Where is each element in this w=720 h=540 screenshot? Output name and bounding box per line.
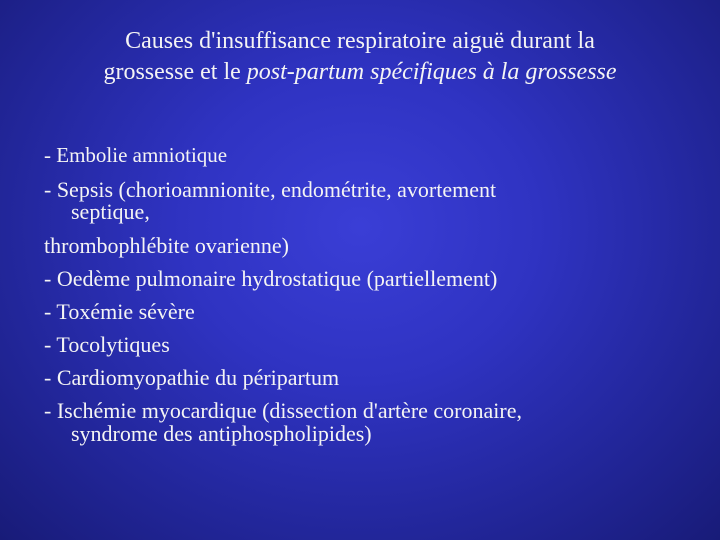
- list-item-continuation: syndrome des antiphospholipides): [71, 421, 372, 446]
- title-line-1: Causes d'insuffisance respiratoire aiguë durant la: [125, 28, 595, 54]
- list-item: - Oedème pulmonaire hydrostatique (partiellement): [44, 266, 498, 291]
- list-item: - Ischémie myocardique (dissection d'artère coronaire,: [44, 398, 522, 423]
- title-line-2-italic: post-partum spécifiques à la grossesse: [246, 59, 617, 85]
- title-line-2-plain: grossesse et le: [103, 59, 247, 85]
- list-item: - Toxémie sévère: [44, 299, 195, 324]
- list-item: - Tocolytiques: [44, 332, 170, 357]
- list-item-continuation: septique,: [71, 199, 150, 224]
- list-item: - Embolie amniotique: [44, 143, 228, 167]
- list-item-continuation: thrombophlébite ovarienne): [44, 233, 289, 258]
- title-line-2: [20, 57, 700, 88]
- list-item: - Sepsis (chorioamnionite, endométrite, avortement: [44, 177, 497, 202]
- causes-list: [44, 143, 694, 446]
- list-item: - Cardiomyopathie du péripartum: [44, 365, 340, 390]
- slide-title: [20, 26, 700, 88]
